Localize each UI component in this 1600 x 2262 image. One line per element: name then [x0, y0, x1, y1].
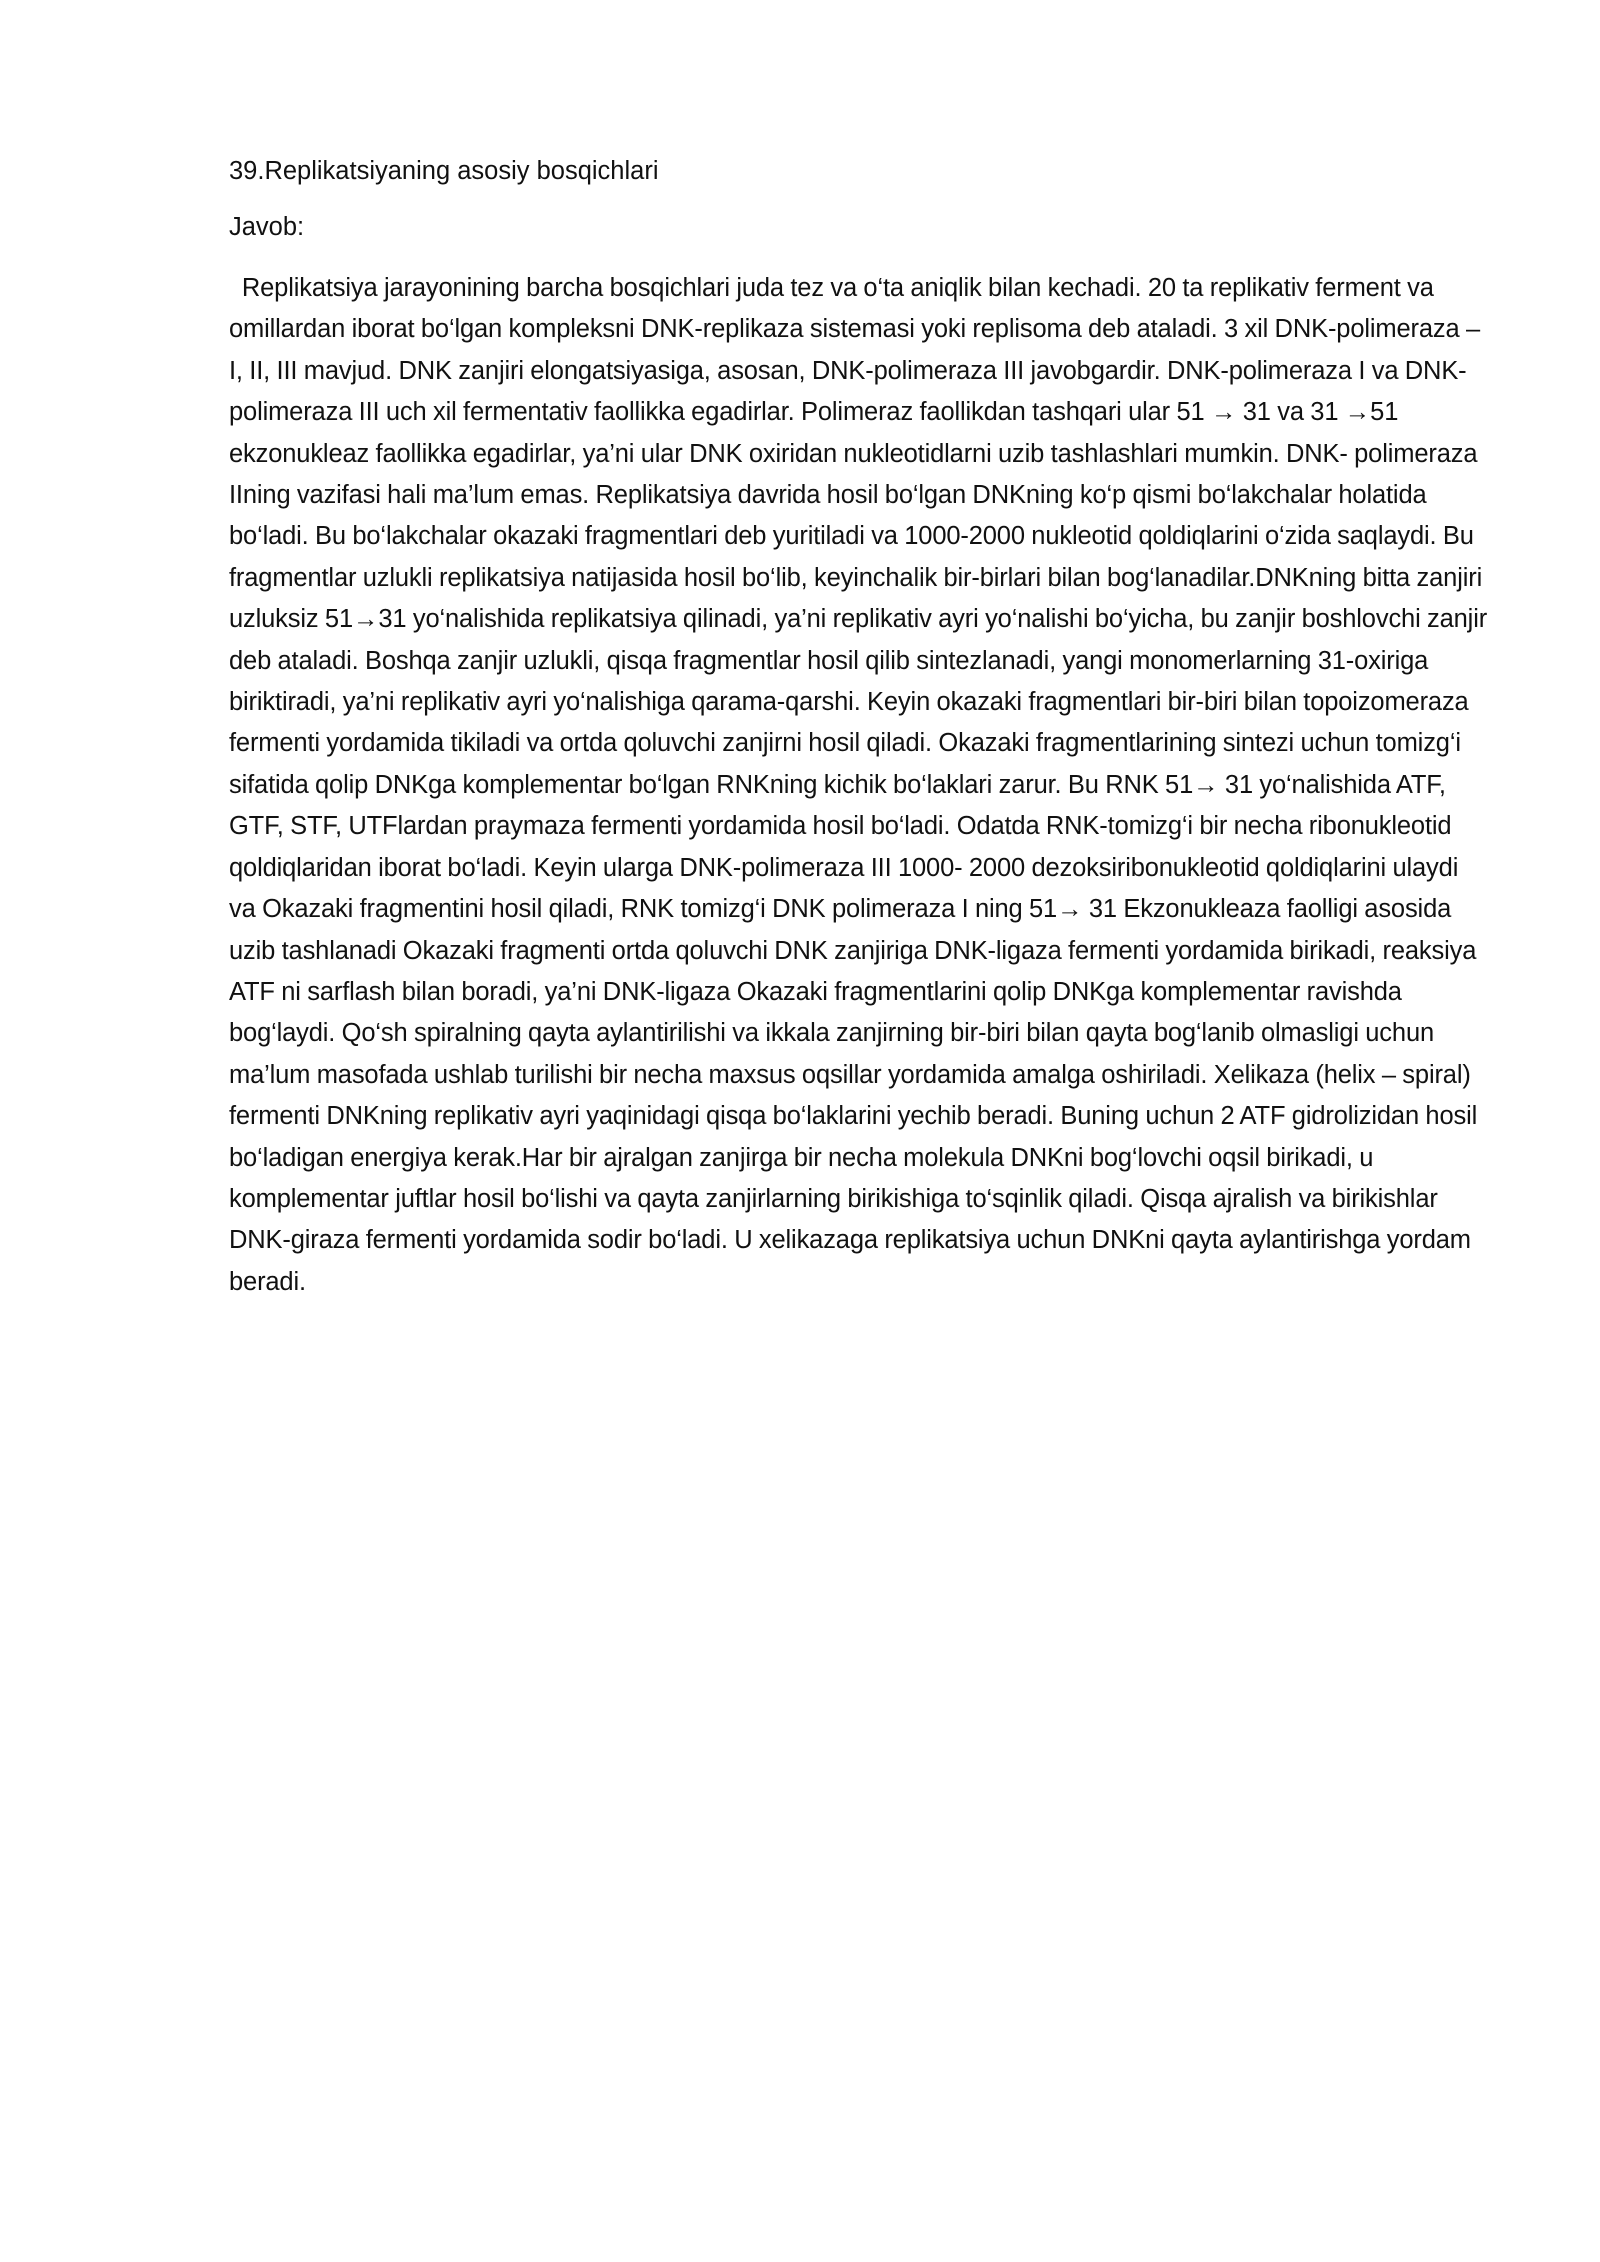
document-content — [229, 150, 1494, 1303]
question-title: 39.Replikatsiyaning asosiy bosqichlari — [229, 157, 659, 185]
answer-body-paragraph: Replikatsiya jarayonining barcha bosqichlari juda tez va o‘ta aniqlik bilan kechadi. 20 ta replikativ ferment va omillardan iborat bo‘lgan kompleksni DNK-replikaza sistemasi yoki replisoma deb ataladi. 3 xil DNK-polimeraza – I, II, III mavjud. DNK zanjiri elongatsiyasiga, asosan, DNK-polimeraza III javobgardir. DNK-polimeraza I va DNK-polimeraza III uch xil fermentativ faollikka egadirlar. Polimeraz faollikdan tashqari ular 51 → 31 va 31 →51 ekzonukleaz faollikka egadirlar, ya’ni ular DNK oxiridan nukleotidlarni uzib tashlashlari mumkin. DNK- polimeraza IIning vazifasi hali ma’lum emas. Replikatsiya davrida hosil bo‘lgan DNKning ko‘p qismi bo‘lakchalar holatida bo‘ladi. Bu bo‘lakchalar okazaki fragmentlari deb yuritiladi va 1000-2000 nukleotid qoldiqlarini o‘zida saqlaydi. Bu fragmentlar uzlukli replikatsiya natijasida hosil bo‘lib, keyinchalik bir-birlari bilan bog‘lanadilar.DNKning bitta zanjiri uzluksiz 51→31 yo‘nalishida replikatsiya qilinadi, ya’ni replikativ ayri yo‘nalishi bo‘yicha, bu zanjir boshlovchi zanjir deb ataladi. Boshqa zanjir uzlukli, qisqa fragmentlar hosil qilib sintezlanadi, yangi monomerlarning 31-oxiriga biriktiradi, ya’ni replikativ ayri yo‘nalishiga qarama-qarshi. Keyin okazaki fragmentlari bir-biri bilan topoizomeraza fermenti yordamida tikiladi va ortda qoluvchi zanjirni hosil qiladi. Okazaki fragmentlarining sintezi uchun tomizg‘i sifatida qolip DNKga komplementar bo‘lgan RNKning kichik bo‘laklari zarur. Bu RNK 51→ 31 yo‘nalishida ATF, GTF, STF, UTFlardan praymaza fermenti yordamida hosil bo‘ladi. Odatda RNK-tomizg‘i bir necha ribonukleotid qoldiqlaridan iborat bo‘ladi. Keyin ularga DNK-polimeraza III 1000- 2000 dezoksiribonukleotid qoldiqlarini ulaydi va Okazaki fragmentini hosil qiladi, RNK tomizg‘i DNK polimeraza I ning 51→ 31 Ekzonukleaza faolligi asosida uzib tashlanadi Okazaki fragmenti ortda qoluvchi DNK zanjiriga DNK-ligaza fermenti yordamida birikadi, reaksiya ATF ni sarflash bilan boradi, ya’ni DNK-ligaza Okazaki fragmentlarini qolip DNKga komplementar ravishda bog‘laydi. Qo‘sh spiralning qayta aylantirilishi va ikkala zanjirning bir-biri bilan qayta bog‘lanib olmasligi uchun ma’lum masofada ushlab turilishi bir necha maxsus oqsillar yordamida amalga oshiriladi. Xelikaza (helix – spiral) fermenti DNKning replikativ ayri yaqinidagi qisqa bo‘laklarini yechib beradi. Buning uchun 2 ATF gidrolizidan hosil bo‘ladigan energiya kerak.Har bir ajralgan zanjirga bir necha molekula DNKni bog‘lovchi oqsil birikadi, u komplementar juftlar hosil bo‘lishi va qayta zanjirlarning birikishiga to‘sqinlik qiladi. Qisqa ajralish va birikishlar DNK-giraza fermenti yordamida sodir bo‘ladi. U xelikazaga replikatsiya uchun DNKni qayta aylantirishga yordam beradi. — [229, 274, 1494, 1296]
answer-label: Javob: — [229, 213, 305, 241]
